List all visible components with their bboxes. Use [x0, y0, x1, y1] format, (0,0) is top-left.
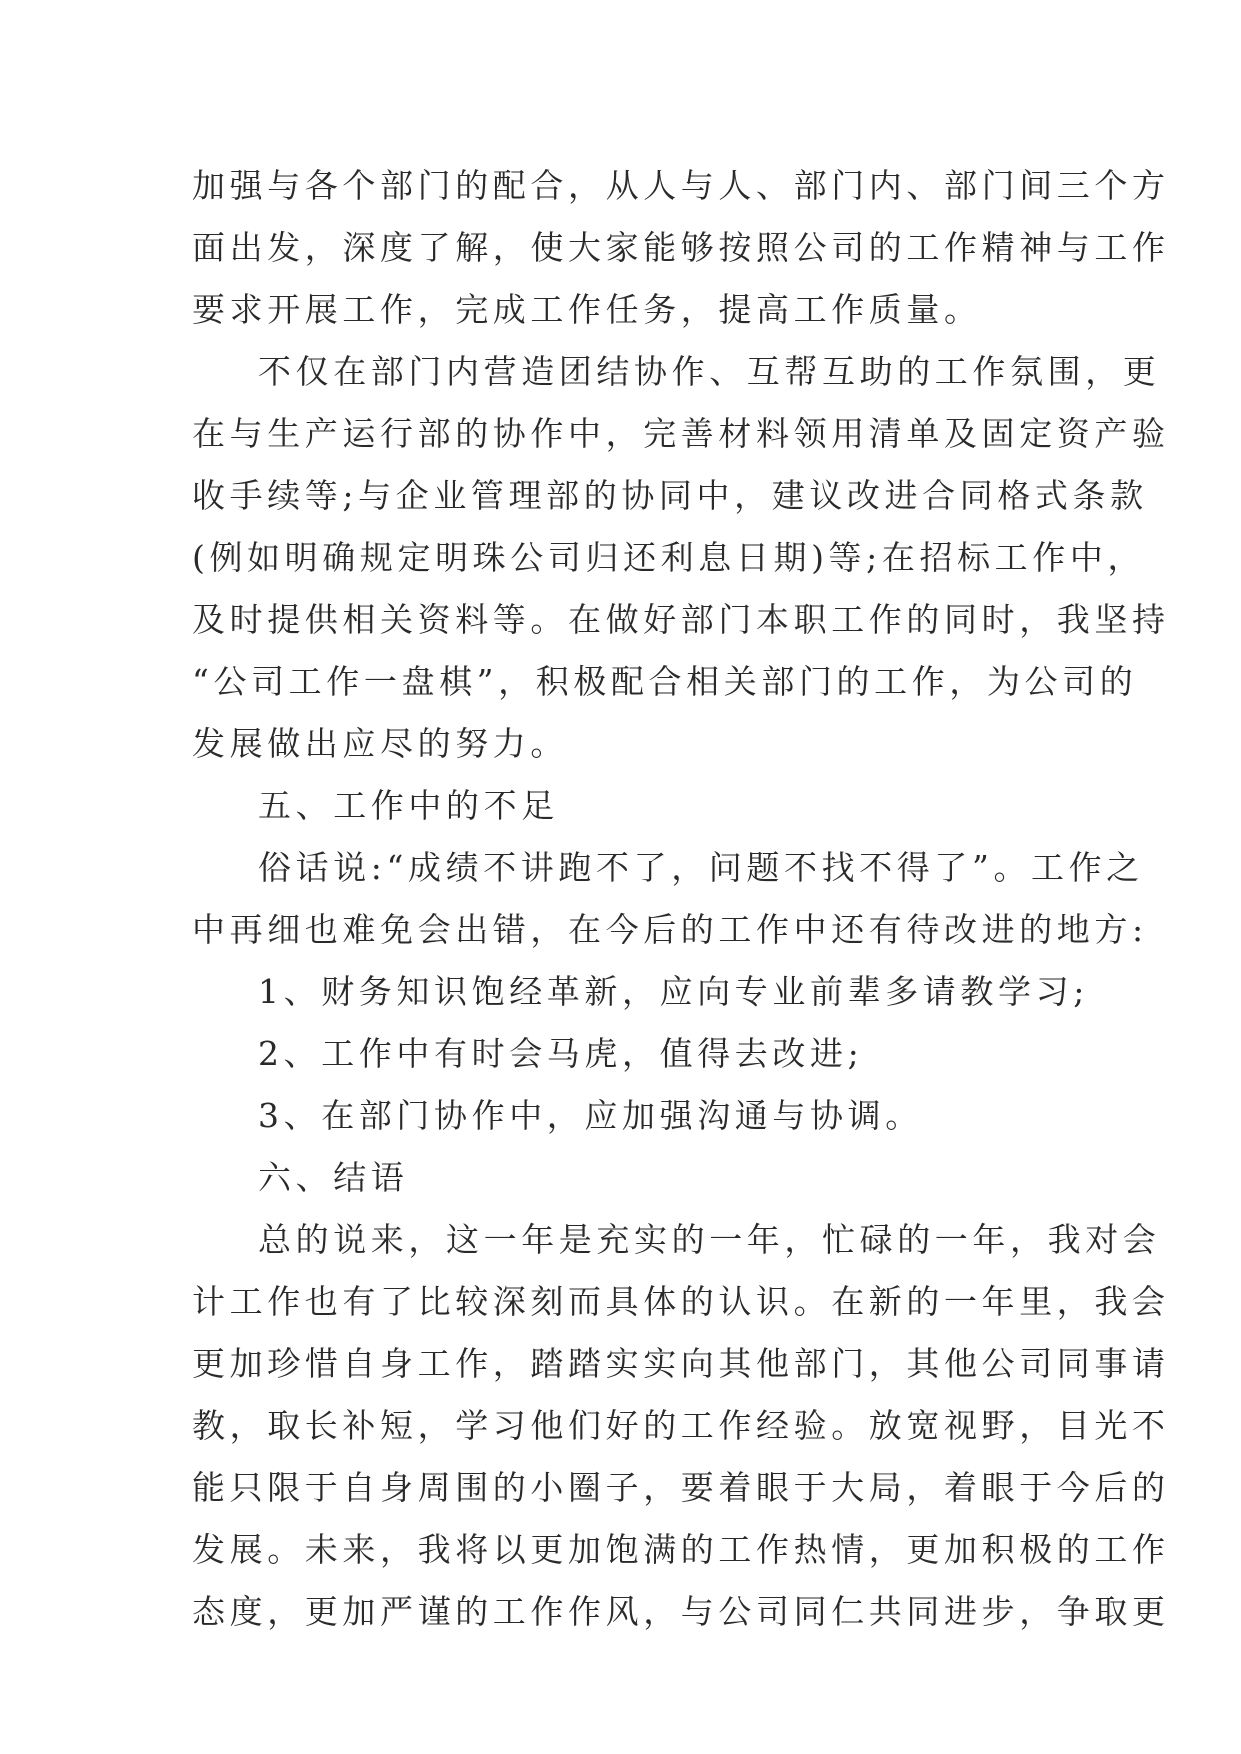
document-body: [192, 155, 1170, 1643]
body-text-line: 收手续等;与企业管理部的协同中，建议改进合同格式条款: [192, 476, 1148, 515]
paragraph-start-line: 不仅在部门内营造团结协作、互帮互助的工作氛围，更: [258, 352, 1161, 391]
body-text-line: 更加珍惜自身工作，踏踏实实向其他部门，其他公司同事请: [192, 1344, 1170, 1383]
body-text-line: 中再细也难免会出错，在今后的工作中还有待改进的地方:: [192, 910, 1148, 949]
body-text-line: 在与生产运行部的协作中，完善材料领用清单及固定资产验: [192, 414, 1170, 453]
list-item-3: 3、在部门协作中，应加强沟通与协调。: [258, 1096, 923, 1135]
body-text-line: 能只限于自身周围的小圈子，要着眼于大局，着眼于今后的: [192, 1468, 1170, 1507]
paragraph-start-line: 总的说来，这一年是充实的一年，忙碌的一年，我对会: [258, 1220, 1161, 1259]
body-text-line: “公司工作一盘棋”，积极配合相关部门的工作，为公司的: [192, 662, 1138, 701]
body-text-line: 及时提供相关资料等。在做好部门本职工作的同时，我坚持: [192, 600, 1170, 639]
list-item-2: 2、工作中有时会马虎，值得去改进;: [258, 1034, 864, 1073]
body-text-line: 计工作也有了比较深刻而具体的认识。在新的一年里，我会: [192, 1282, 1170, 1321]
list-item-1: 1、财务知识饱经革新，应向专业前辈多请教学习;: [258, 972, 1089, 1011]
body-text-line: 要求开展工作，完成工作任务，提高工作质量。: [192, 290, 982, 329]
body-text-line: 发展做出应尽的努力。: [192, 724, 568, 763]
paragraph-start-line: 俗话说:“成绩不讲跑不了，问题不找不得了”。工作之: [258, 848, 1144, 887]
body-text-line: 面出发，深度了解，使大家能够按照公司的工作精神与工作: [192, 228, 1170, 267]
body-text-line: 加强与各个部门的配合，从人与人、部门内、部门间三个方: [192, 166, 1170, 205]
section-heading-conclusion: 六、结语: [258, 1158, 409, 1197]
section-heading-shortcomings: 五、工作中的不足: [258, 786, 559, 825]
body-text-line: 态度，更加严谨的工作作风，与公司同仁共同进步，争取更: [192, 1592, 1170, 1631]
body-text-line: 发展。未来，我将以更加饱满的工作热情，更加积极的工作: [192, 1530, 1170, 1569]
body-text-line: (例如明确规定明珠公司归还利息日期)等;在招标工作中，: [192, 538, 1146, 577]
body-text-line: 教，取长补短，学习他们好的工作经验。放宽视野，目光不: [192, 1406, 1170, 1445]
